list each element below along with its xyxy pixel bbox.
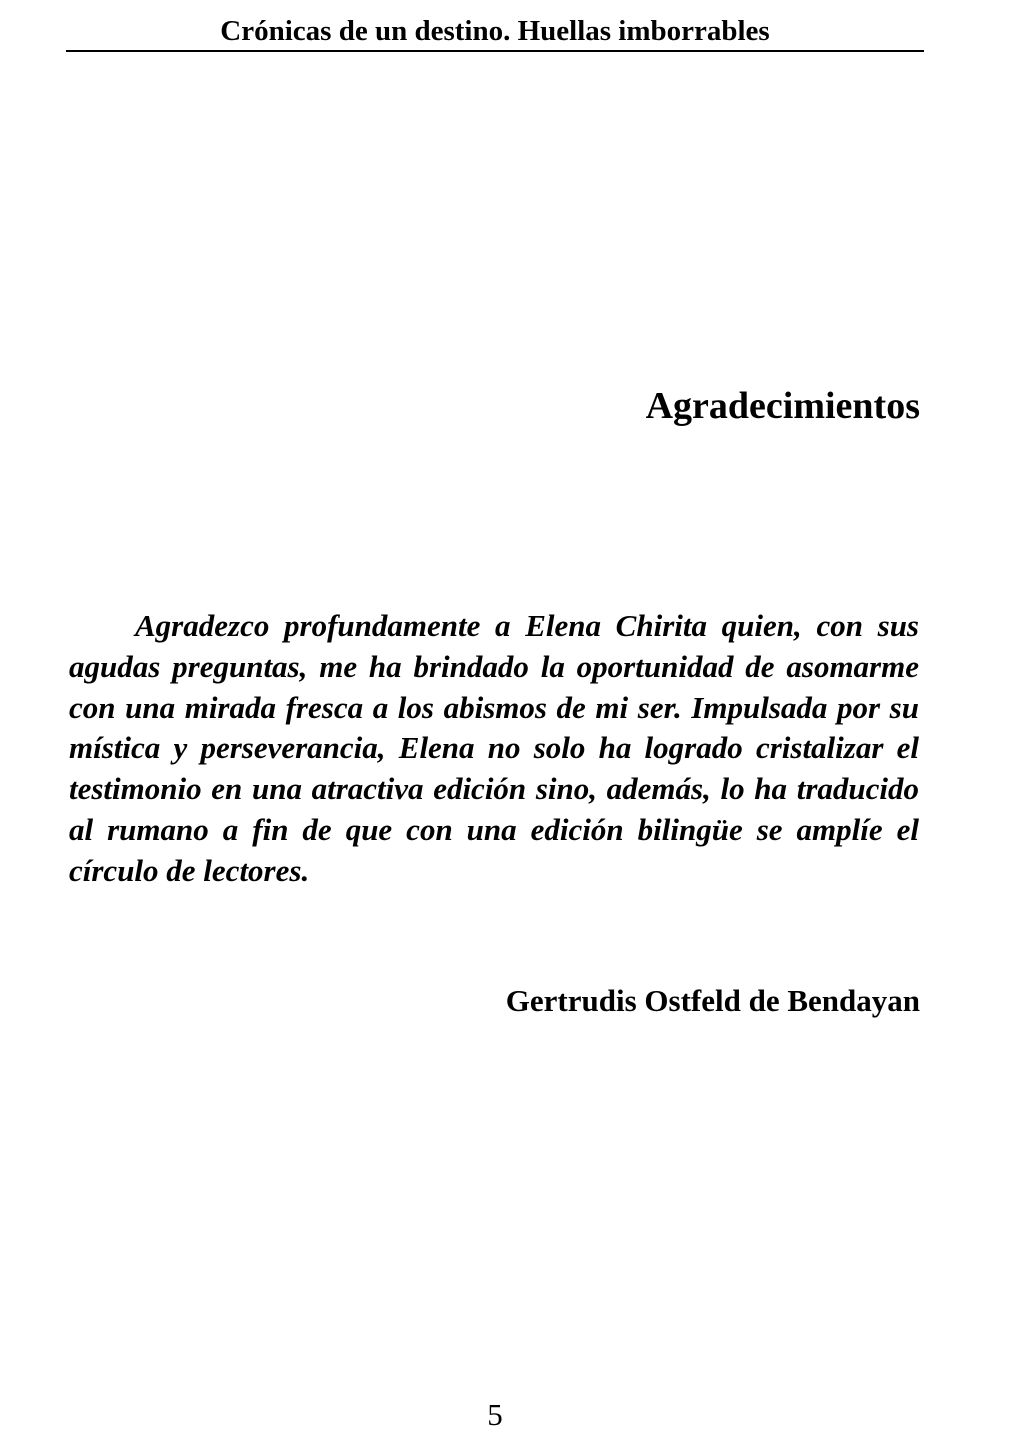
chapter-title: Agradecimientos — [645, 385, 920, 427]
running-header: Crónicas de un destino. Huellas imborrables — [66, 12, 924, 52]
acknowledgment-paragraph: Agradezco profundamente a Elena Chirita quien, con sus agudas preguntas, me ha brindado la oportunidad de asomarme con una mirada fresca a los abismos de mi ser. Impulsada por su mística y perseverancia, Elena no solo ha logrado cristalizar el testimonio en una atractiva edición sino, además, lo ha traducido al rumano a fin de que con una edición bilingüe se amplíe el círculo de lectores. — [69, 608, 919, 888]
author-signature: Gertrudis Ostfeld de Bendayan — [505, 983, 920, 1018]
page-number: 5 — [487, 1397, 503, 1432]
